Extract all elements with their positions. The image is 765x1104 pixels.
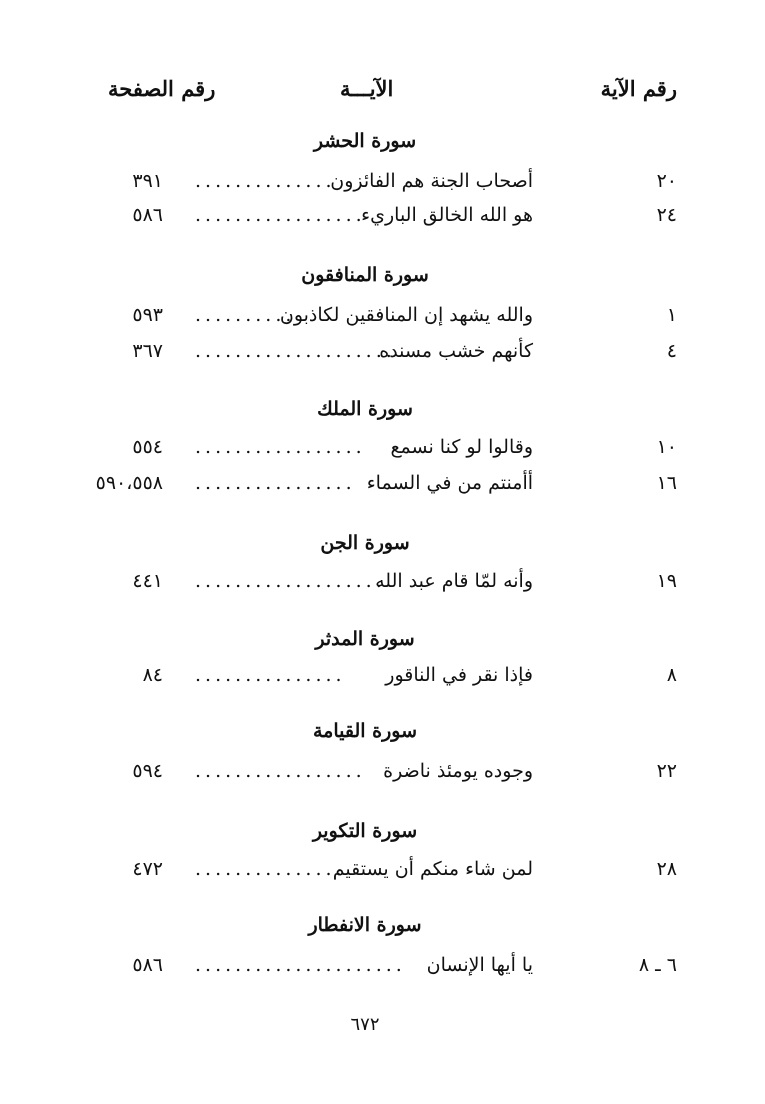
page-reference: ٥٩٣ <box>132 304 163 326</box>
ayah-text: وقالوا لو كنا نسمع <box>390 436 533 458</box>
page-reference: ٨٤ <box>142 664 163 686</box>
surah-heading: سورة المدثر <box>315 628 415 650</box>
ayah-text: هو الله الخالق الباريء <box>361 204 533 226</box>
index-row <box>0 170 765 200</box>
surah-heading: سورة الانفطار <box>308 914 422 936</box>
surah-heading: سورة الجن <box>320 532 410 554</box>
dot-leader: ................. <box>195 204 366 226</box>
ayah-text: والله يشهد إن المنافقين لكاذبون <box>279 304 533 326</box>
surah-heading: سورة القيامة <box>312 720 418 742</box>
ayah-text: أأمنتم من في السماء <box>366 472 533 494</box>
ayah-number: ١٩ <box>656 570 677 592</box>
dot-leader: ................... <box>195 570 386 592</box>
dot-leader: ................. <box>195 436 366 458</box>
ayah-text: وجوده يومئذ ناضرة <box>383 760 533 782</box>
dot-leader: ..................... <box>195 954 406 976</box>
column-header-ayah: الآيـــة <box>340 76 394 101</box>
dot-leader: ................ <box>195 472 356 494</box>
ayah-text: يا أيها الإنسان <box>426 954 533 976</box>
ayah-number: ١ <box>666 304 677 326</box>
ayah-text: كأنهم خشب مسنده <box>379 340 533 362</box>
dot-leader: .............. <box>195 170 336 192</box>
ayah-text: أصحاب الجنة هم الفائزون <box>330 170 533 192</box>
dot-leader: .......... <box>195 304 296 326</box>
surah-heading: سورة الحشر <box>313 130 417 152</box>
index-row <box>0 760 765 790</box>
page-reference: ٤٤١ <box>132 570 163 592</box>
surah-heading: سورة الملك <box>317 398 413 420</box>
ayah-number: ١٦ <box>656 472 677 494</box>
page-reference: ٥٩٤ <box>132 760 163 782</box>
dot-leader: .................... <box>195 340 396 362</box>
page-reference: ٥٥٤ <box>132 436 163 458</box>
ayah-number: ٢٢ <box>656 760 677 782</box>
page-reference: ٥٩٠،٥٥٨ <box>95 472 163 494</box>
surah-heading: سورة المنافقون <box>301 264 429 286</box>
page-reference: ٥٨٦ <box>132 954 163 976</box>
index-row <box>0 304 765 334</box>
page-reference: ٤٧٢ <box>132 858 163 880</box>
dot-leader: ................. <box>195 760 366 782</box>
ayah-number: ٢٠ <box>656 170 677 192</box>
page-number: ٦٧٢ <box>350 1014 380 1035</box>
ayah-text: لمن شاء منكم أن يستقيم <box>332 858 533 880</box>
ayah-number: ٢٤ <box>656 204 677 226</box>
page-reference: ٣٩١ <box>132 170 163 192</box>
dot-leader: ............... <box>195 664 346 686</box>
ayah-number: ١٠ <box>656 436 677 458</box>
page-reference: ٥٨٦ <box>132 204 163 226</box>
index-row <box>0 664 765 694</box>
ayah-text: وأنه لمّا قام عبد الله <box>375 570 533 592</box>
index-row <box>0 340 765 370</box>
ayah-number: ٢٨ <box>656 858 677 880</box>
index-row <box>0 858 765 888</box>
index-row <box>0 954 765 984</box>
index-row <box>0 472 765 502</box>
index-row <box>0 570 765 600</box>
column-header-page-number: رقم الصفحة <box>108 76 216 101</box>
ayah-number: ٤ <box>666 340 677 362</box>
index-row <box>0 436 765 466</box>
column-header-ayah-number: رقم الآية <box>600 76 677 101</box>
ayah-number: ٦ ـ ٨ <box>638 954 677 976</box>
dot-leader: ............... <box>195 858 346 880</box>
page-reference: ٣٦٧ <box>132 340 163 362</box>
surah-heading: سورة التكوير <box>312 820 418 842</box>
ayah-number: ٨ <box>666 664 677 686</box>
ayah-text: فإذا نقر في الناقور <box>385 664 533 686</box>
index-row <box>0 204 765 234</box>
